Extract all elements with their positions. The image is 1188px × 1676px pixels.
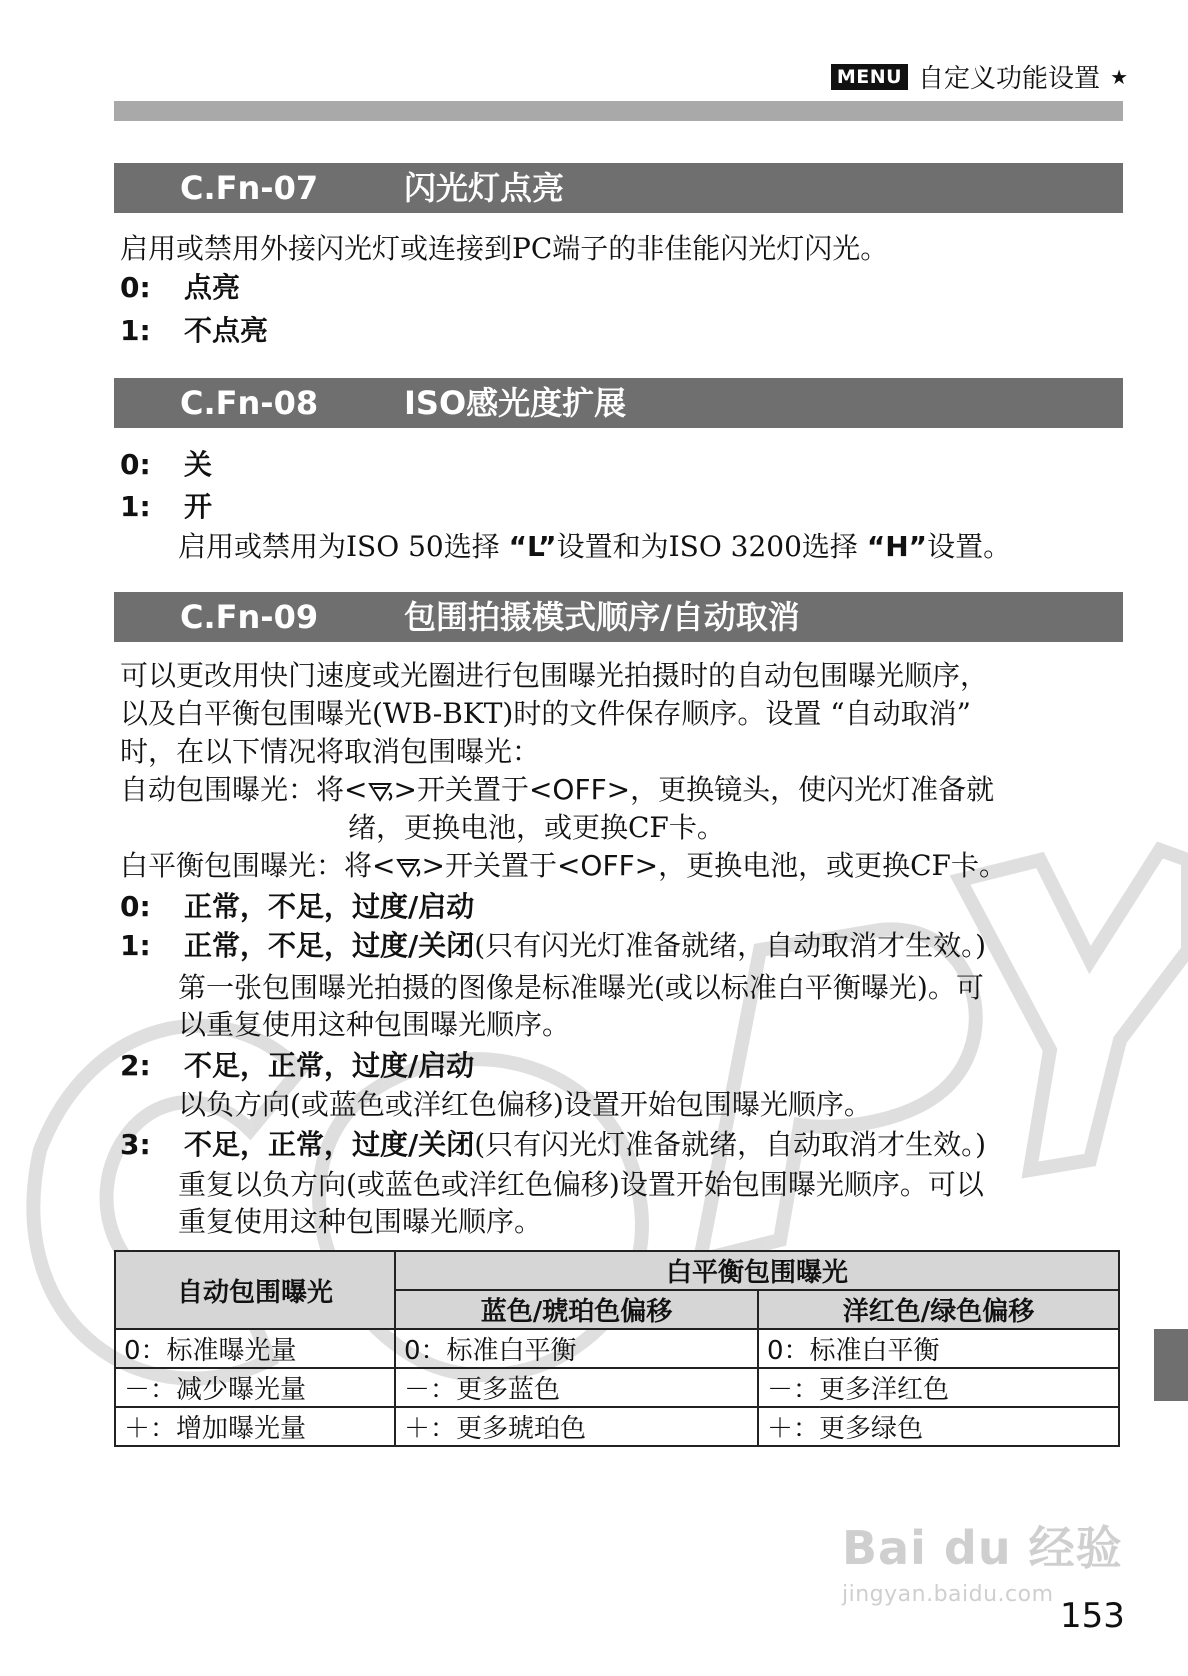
table-row [115,1329,1119,1368]
page-number: 153 [1060,1596,1125,1636]
menu-icon: MENU [831,64,908,90]
column-header: 洋红色/绿色偏移 [758,1290,1119,1329]
option-label-text: 不足，正常，过度/关闭 [184,1128,475,1161]
option-number: 1: [120,490,151,523]
page-header [831,58,1128,95]
text-part: >开关置于< [421,849,581,882]
option-description-line: 以负方向(或蓝色或洋红色偏移)设置开始包围曝光顺序。 [178,1088,872,1121]
aeb-label: 自动包围曝光： [120,773,317,806]
wb-label: 白平衡包围曝光： [120,849,345,882]
section-code: C.Fn-07 [180,169,319,207]
option-label-text: 正常，不足，过度/关闭 [184,929,475,962]
table-row [115,1368,1119,1407]
option-label: 正常，不足，过度/启动 [184,890,475,923]
quote-l: “L” [508,530,557,563]
desc-part: 设置。 [927,530,1012,563]
star-icon: ★ [1110,64,1128,89]
intro-line-3: 时，在以下情况将取消包围曝光： [120,735,541,768]
option-number: 1: [120,929,151,962]
option-label: 不足，正常，过度/启动 [184,1049,475,1082]
desc-part: 设置和为ISO 3200选择 [556,530,858,563]
text-part: 将< [344,849,396,882]
option-description-line: 重复以负方向(或蓝色或洋红色偏移)设置开始包围曝光顺序。可以 [178,1168,984,1201]
column-header: 蓝色/琥珀色偏移 [395,1290,758,1329]
option-label: 关 [184,448,213,481]
chapter-tab [1154,1329,1188,1401]
section-title: 闪光灯点亮 [404,169,565,207]
aeb-cancel-line [120,772,994,808]
option-number: 2: [120,1049,151,1082]
text-part: >开关置于< [393,773,553,806]
section-description: 启用或禁用外接闪光灯或连接到PC端子的非佳能闪光灯闪光。 [120,232,889,265]
option-number: 0: [120,890,151,923]
section-code: C.Fn-09 [180,598,319,636]
option-note: (只有闪光灯准备就绪，自动取消才生效。) [474,929,987,962]
option-number: 0: [120,448,151,481]
baidu-watermark [842,1512,1123,1607]
watermark-y-shape [960,850,1188,1170]
bracketing-table [114,1250,1120,1447]
option-label: 不点亮 [184,314,269,347]
wb-cancel-line [120,848,1007,884]
table-cell: －：更多洋红色 [758,1368,1119,1407]
table-cell: 0：标准白平衡 [758,1329,1119,1368]
option-label: 开 [184,490,213,523]
quick-control-dial-icon [367,781,393,803]
section-title: ISO感光度扩展 [404,384,627,422]
off-label: OFF [580,849,635,882]
option-number: 0: [120,271,151,304]
header-title: 自定义功能设置 [918,64,1101,94]
section-header-cfn09 [114,592,1123,642]
section-header-cfn08 [114,378,1123,428]
section-code: C.Fn-08 [180,384,319,422]
intro-line-2: 以及白平衡包围曝光(WB-BKT)时的文件保存顺序。设置 “自动取消” [120,697,971,730]
quote-h: “H” [866,530,928,563]
table-row [115,1407,1119,1446]
section-title: 包围拍摄模式顺序/自动取消 [404,598,800,636]
header-bar [114,101,1123,121]
option-number: 3: [120,1128,151,1161]
table-cell: ＋：更多琥珀色 [395,1407,758,1446]
text-part: >，更换电池，或更换CF卡。 [634,849,1007,882]
table-cell: 0：标准曝光量 [115,1329,395,1368]
table-cell: 0：标准白平衡 [395,1329,758,1368]
table-cell: ＋：增加曝光量 [115,1407,395,1446]
intro-line-1: 可以更改用快门速度或光圈进行包围曝光拍摄时的自动包围曝光顺序， [120,659,989,692]
desc-part: 启用或禁用为ISO 50选择 [178,530,500,563]
table-header-row [115,1251,1119,1290]
option-note: (只有闪光灯准备就绪，自动取消才生效。) [474,1128,987,1161]
text-part: >，更换镜头，使闪光灯准备就 [606,773,995,806]
table-cell: －：更多蓝色 [395,1368,758,1407]
option-description-line: 第一张包围曝光拍摄的图像是标准曝光(或以标准白平衡曝光)。可 [178,971,984,1004]
baidu-url: jingyan.baidu.com [842,1582,1054,1607]
option-number: 1: [120,314,151,347]
option-label [184,1127,986,1163]
baidu-logo: Bai du 经验 [842,1521,1123,1575]
table-cell: ＋：更多绿色 [758,1407,1119,1446]
table-cell: －：减少曝光量 [115,1368,395,1407]
off-label: OFF [552,773,607,806]
section-header-cfn07 [114,163,1123,213]
option-description [178,529,1011,565]
option-label [184,928,986,964]
group-header: 白平衡包围曝光 [395,1251,1119,1290]
option-description-line: 以重复使用这种包围曝光顺序。 [178,1008,571,1041]
column-header: 自动包围曝光 [115,1251,395,1329]
quick-control-dial-icon [395,857,421,879]
text-part: 将< [316,773,368,806]
aeb-cancel-line-2: 绪，更换电池，或更换CF卡。 [348,811,725,844]
option-label: 点亮 [184,271,241,304]
option-description-line: 重复使用这种包围曝光顺序。 [178,1205,543,1238]
